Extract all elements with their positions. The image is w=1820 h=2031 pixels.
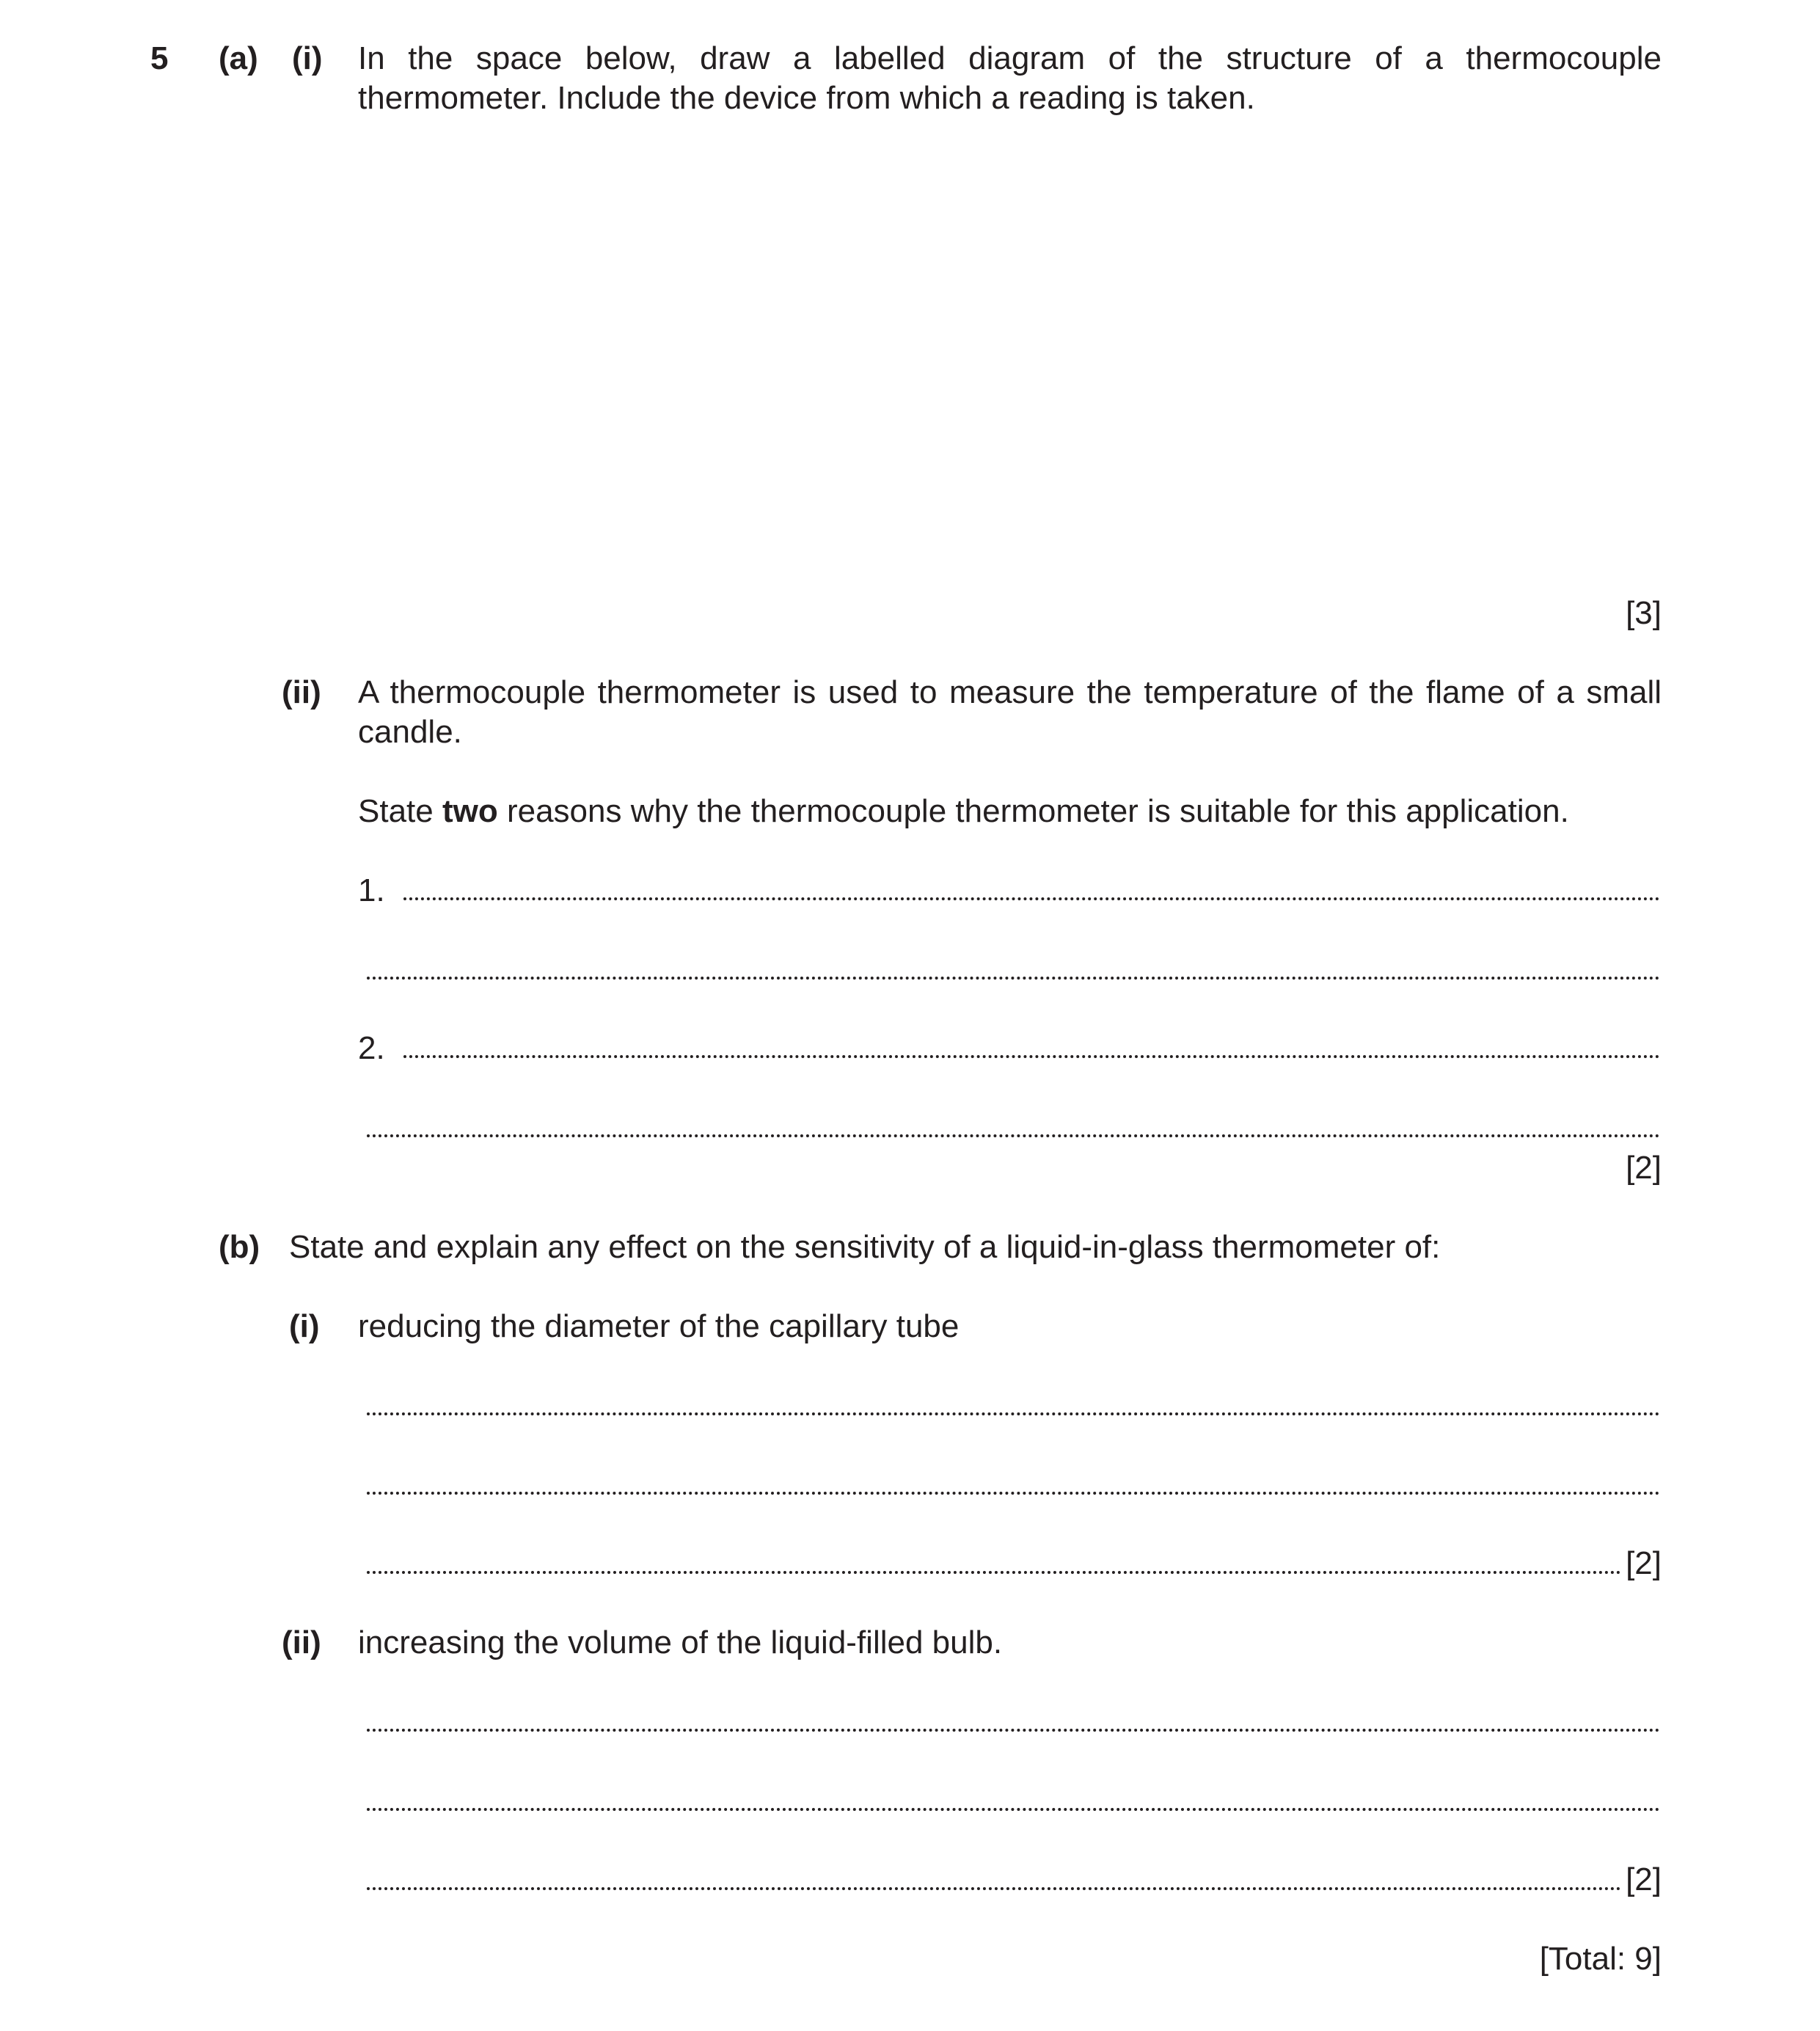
answer-line-a-ii-2b[interactable] (367, 1134, 1660, 1137)
answer-item-1-label: 1. (358, 872, 385, 908)
answer-line-a-ii-1b[interactable] (367, 977, 1660, 980)
answer-line-b-ii-3[interactable] (367, 1887, 1621, 1890)
instruction-bold: two (442, 793, 498, 829)
answer-line-a-ii-1a[interactable] (403, 897, 1660, 900)
answer-line-b-i-1[interactable] (367, 1412, 1660, 1415)
part-a-ii-prompt-line2: candle. (358, 714, 462, 750)
part-b-ii-marks: [2] (1626, 1862, 1662, 1897)
question-number: 5 (150, 40, 169, 76)
diagram-drawing-area[interactable] (358, 132, 1662, 572)
part-a-ii-instruction (358, 792, 1569, 831)
part-b-prompt: State and explain any effect on the sensitivity of a liquid-in-glass thermometer of: (289, 1229, 1441, 1265)
part-a-label: (a) (219, 40, 258, 76)
part-b-label: (b) (219, 1229, 260, 1265)
part-a-ii-prompt-line1: A thermocouple thermometer is used to measure the temperature of the flame of a small (358, 674, 1662, 710)
total-marks: [Total: 9] (1539, 1941, 1662, 1977)
answer-line-b-i-3[interactable] (367, 1571, 1621, 1574)
part-b-i-label: (i) (289, 1308, 320, 1344)
answer-line-b-ii-2[interactable] (367, 1808, 1660, 1811)
answer-line-b-i-2[interactable] (367, 1492, 1660, 1495)
instruction-post: reasons why the thermocouple thermometer is suitable for this application. (497, 793, 1569, 829)
part-b-ii-label: (ii) (282, 1625, 321, 1660)
part-a-ii-label: (ii) (282, 674, 321, 710)
part-b-ii-prompt: increasing the volume of the liquid-filled bulb. (358, 1625, 1003, 1660)
part-b-i-prompt: reducing the diameter of the capillary tube (358, 1308, 960, 1344)
instruction-pre: State (358, 793, 442, 829)
part-b-i-marks: [2] (1626, 1545, 1662, 1581)
part-a-i-label: (i) (292, 40, 323, 76)
answer-item-2-label: 2. (358, 1030, 385, 1066)
part-a-i-marks: [3] (1626, 595, 1662, 631)
answer-line-a-ii-2a[interactable] (403, 1055, 1660, 1058)
part-a-i-prompt-line1: In the space below, draw a labelled diagram of the structure of a thermocouple (358, 40, 1662, 76)
part-a-i-prompt-line2: thermometer. Include the device from which a reading is taken. (358, 80, 1255, 116)
part-a-ii-marks: [2] (1626, 1150, 1662, 1186)
answer-line-b-ii-1[interactable] (367, 1729, 1660, 1732)
